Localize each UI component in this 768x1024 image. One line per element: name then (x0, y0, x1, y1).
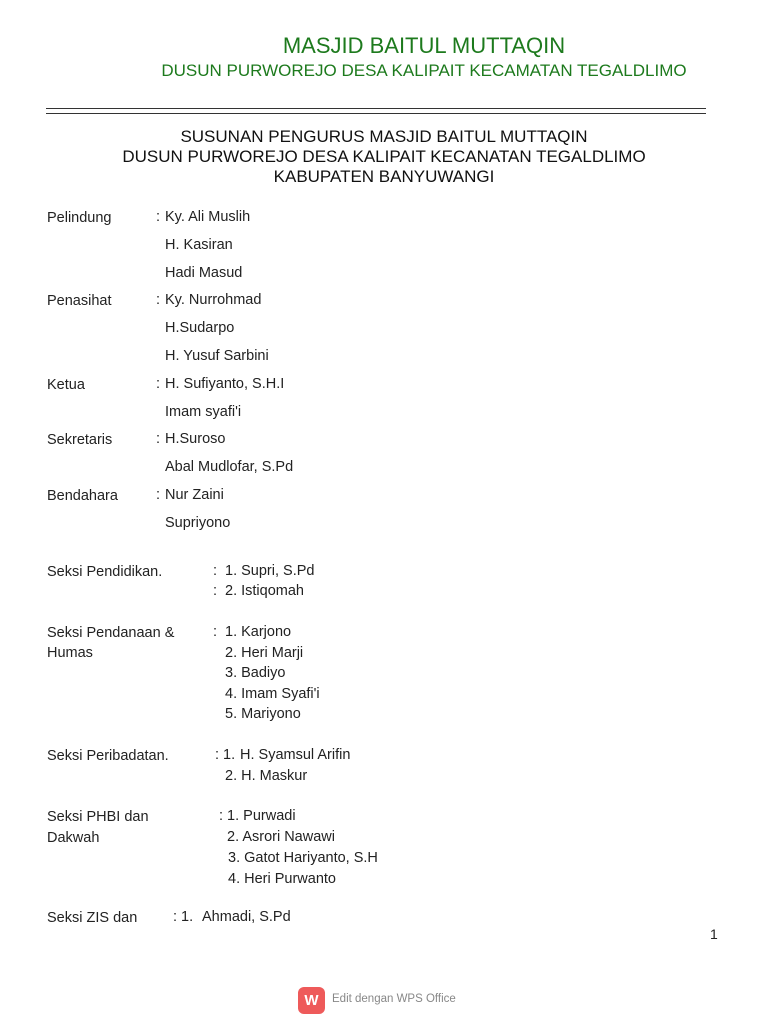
colon-number: : 1. Purwadi (219, 808, 296, 824)
role-label-pelindung: Pelindung (47, 210, 112, 226)
colon-number: : 1. (173, 909, 194, 925)
member-name: 3. Badiyo (225, 665, 286, 681)
colon: : (156, 376, 161, 392)
page-number: 1 (710, 926, 718, 942)
member-name: 3. Gatot Hariyanto, S.H (228, 850, 378, 866)
role-label-bendahara: Bendahara (47, 488, 118, 504)
member-name: Ahmadi, S.Pd (202, 909, 291, 925)
member-name: 5. Mariyono (225, 706, 301, 722)
colon: : (213, 563, 218, 579)
doc-title-line2: DUSUN PURWOREJO DESA KALIPAIT KECANATAN TEGALDLIMO (122, 147, 646, 166)
member-name: 1. Karjono (225, 624, 292, 640)
member-name: 4. Heri Purwanto (228, 871, 336, 887)
member-name: H. Syamsul Arifin (240, 747, 351, 763)
section-label-humas: Humas (47, 645, 93, 661)
header-divider-bottom (46, 113, 706, 114)
role-label-penasihat: Penasihat (47, 293, 112, 309)
person-name: Ky. Nurrohmad (165, 292, 262, 308)
member-name: 2. Heri Marji (225, 645, 304, 661)
role-label-sekretaris: Sekretaris (47, 432, 113, 448)
member-name: 2. Istiqomah (225, 583, 304, 599)
section-label-dakwah: Dakwah (47, 830, 100, 846)
role-label-ketua: Ketua (47, 377, 85, 393)
person-name: H.Suroso (165, 431, 226, 447)
section-label-pendanaan: Seksi Pendanaan & (47, 625, 175, 641)
person-name: Imam syafi'i (165, 404, 242, 420)
person-name: H.Sudarpo (165, 320, 235, 336)
colon: : (156, 487, 161, 503)
person-name: Nur Zaini (165, 487, 224, 503)
member-name: 2. H. Maskur (225, 768, 308, 784)
colon: : (213, 624, 218, 640)
person-name: Hadi Masud (165, 265, 243, 281)
person-name: Ky. Ali Muslih (165, 209, 251, 225)
member-name: 2. Asrori Nawawi (227, 829, 335, 845)
colon: : (156, 292, 161, 308)
wps-edit-link[interactable]: Edit dengan WPS Office (332, 993, 456, 1005)
colon: : (156, 209, 161, 225)
mosque-title: MASJID BAITUL MUTTAQIN (282, 33, 566, 58)
section-label-phbi: Seksi PHBI dan (47, 809, 149, 825)
person-name: H. Kasiran (165, 237, 233, 253)
section-label-peribadatan: Seksi Peribadatan. (47, 748, 169, 764)
person-name: Abal Mudlofar, S.Pd (165, 459, 294, 475)
colon: : (213, 583, 218, 599)
person-name: Supriyono (165, 515, 231, 531)
section-label-zis: Seksi ZIS dan (47, 910, 138, 926)
section-label-pendidikan: Seksi Pendidikan. (47, 564, 163, 580)
member-name: 4. Imam Syafi'i (225, 686, 320, 702)
person-name: H. Yusuf Sarbini (165, 348, 269, 364)
colon: : (156, 431, 161, 447)
header-divider-top (46, 108, 706, 109)
wps-logo-icon[interactable]: W (298, 987, 325, 1014)
person-name: H. Sufiyanto, S.H.I (165, 376, 285, 392)
doc-title-line1: SUSUNAN PENGURUS MASJID BAITUL MUTTAQIN (180, 127, 588, 146)
colon-number: : 1. (215, 747, 236, 763)
village-subtitle: DUSUN PURWOREJO DESA KALIPAIT KECAMATAN TEGALDLIMO (161, 61, 687, 80)
doc-title-line3: KABUPATEN BANYUWANGI (273, 167, 495, 186)
member-name: 1. Supri, S.Pd (225, 563, 315, 579)
